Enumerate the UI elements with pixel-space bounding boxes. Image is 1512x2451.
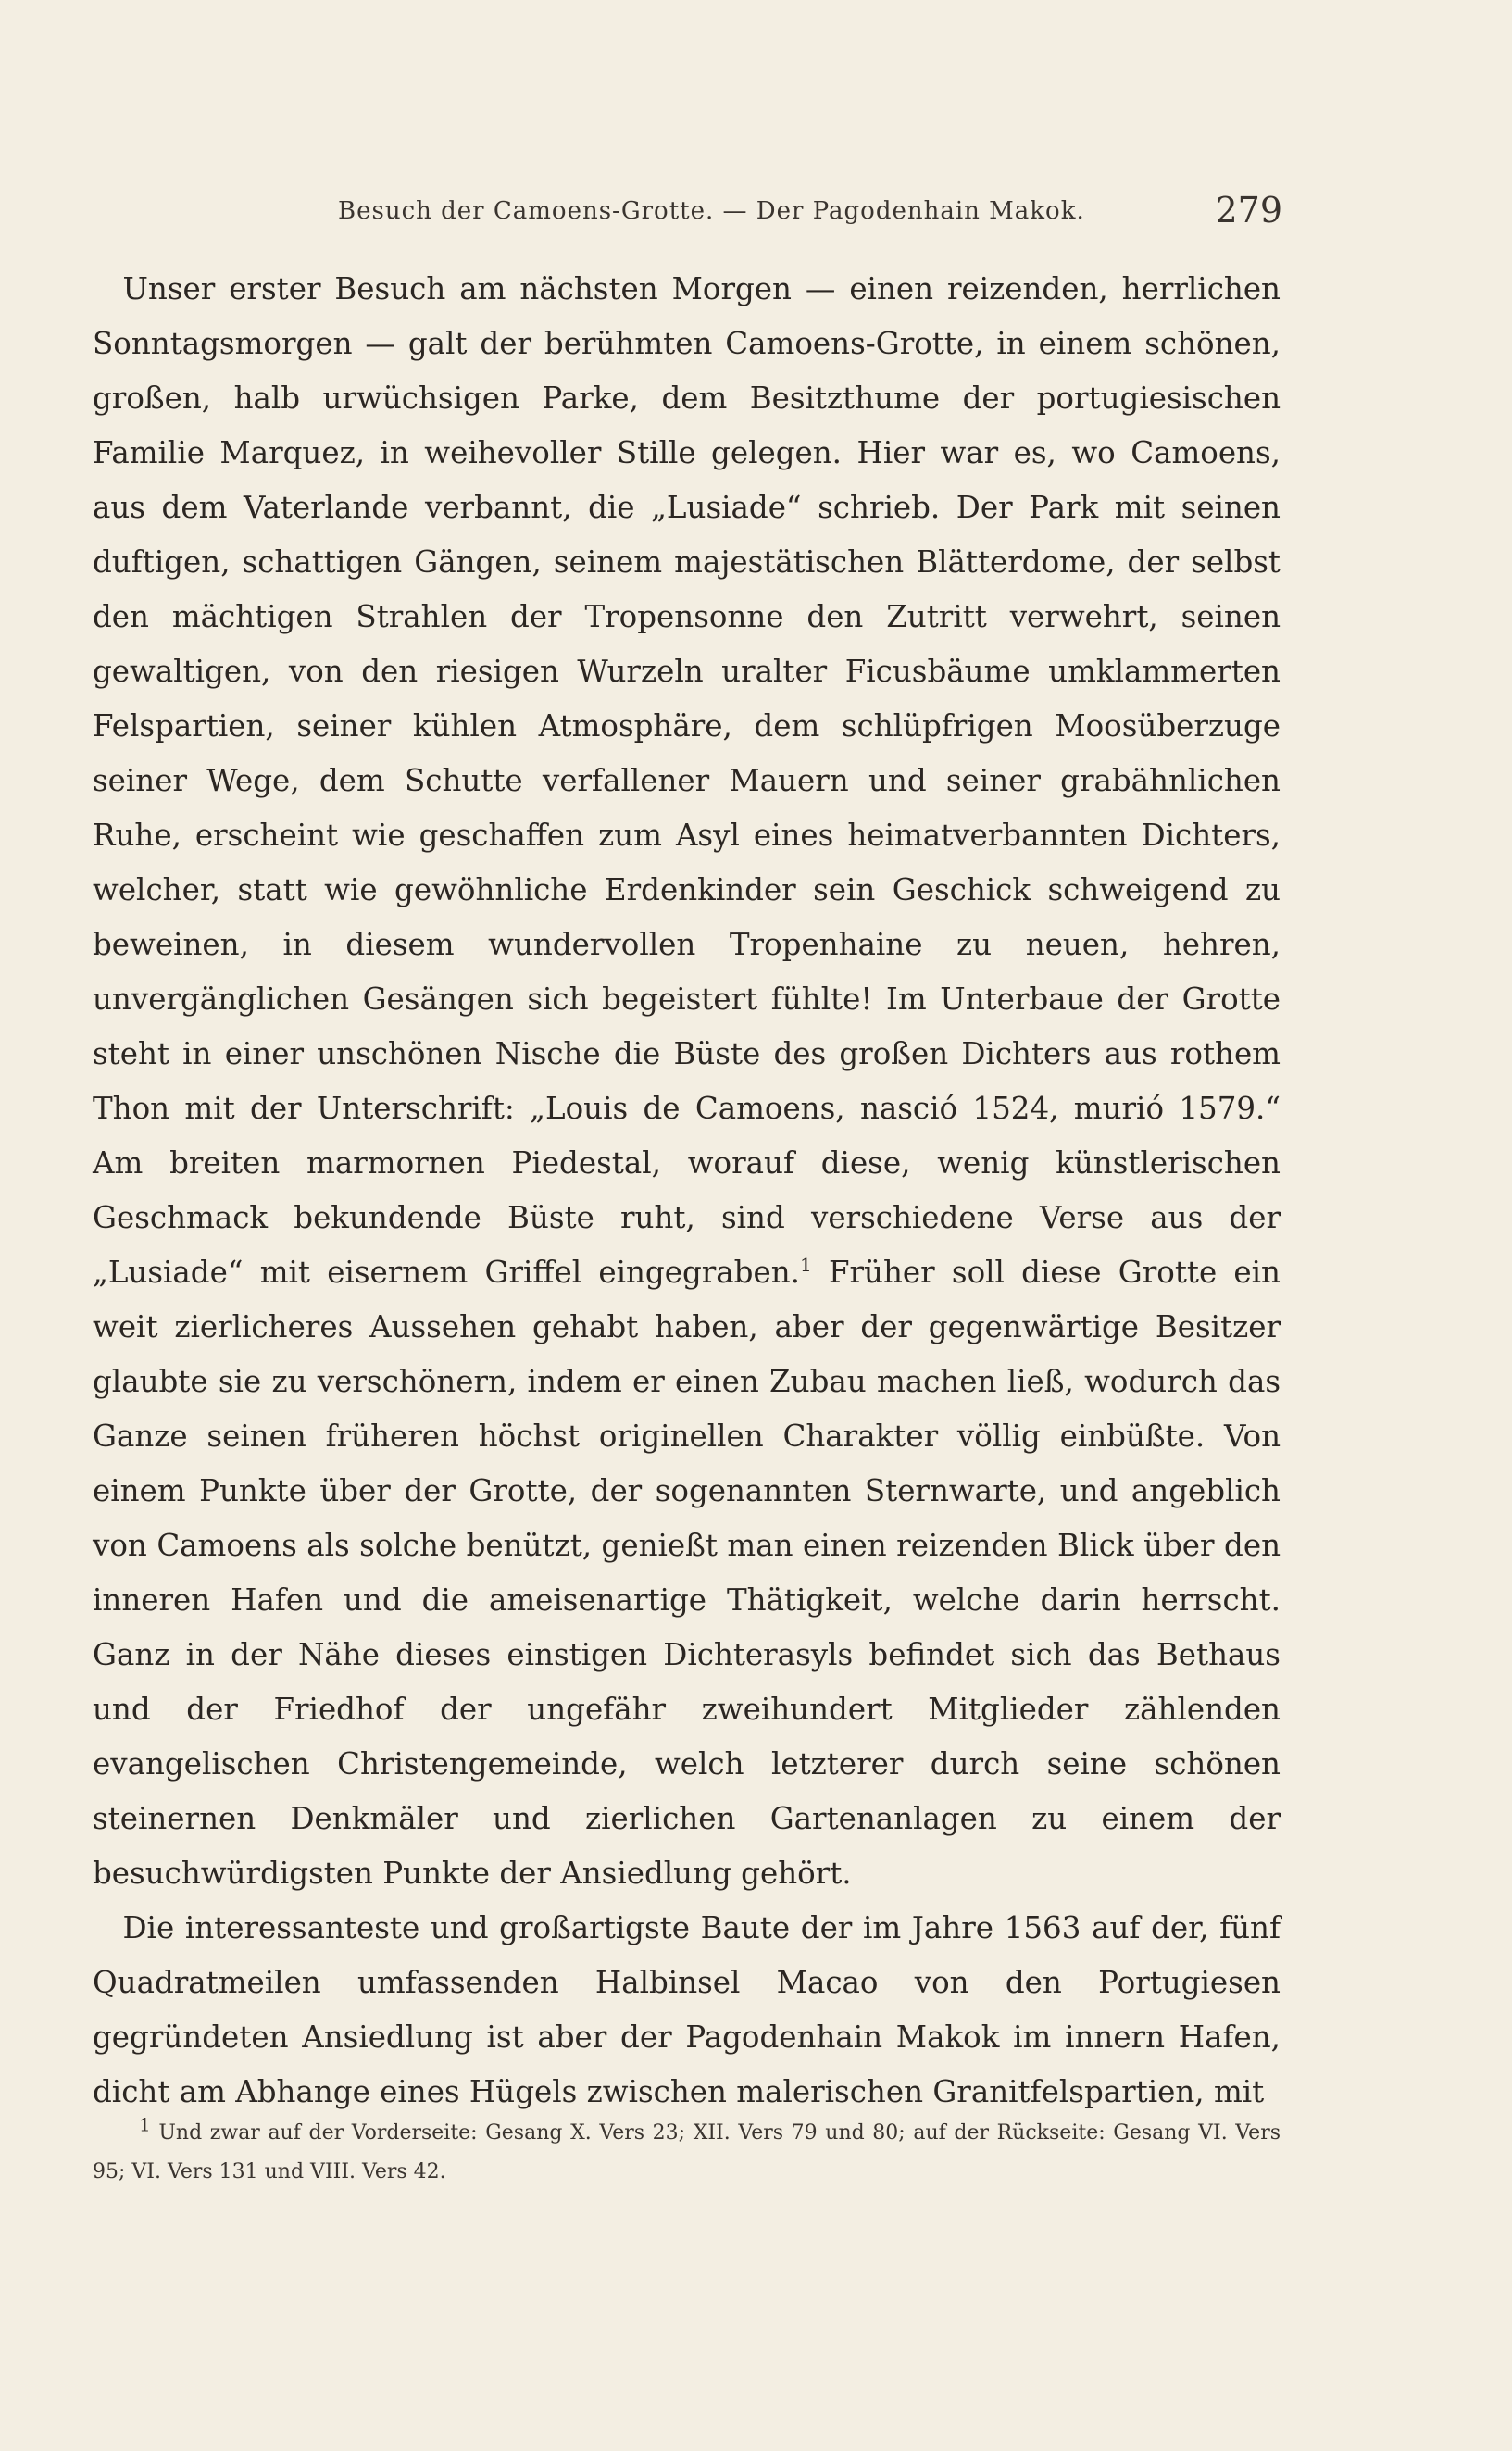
paragraph-1-text: Unser erster Besuch am nächsten Morgen — einen reizenden, herrlichen Sonntagsmorgen — galt der berühmten Camoens-Grotte, in einem schönen, großen, halb urwüchsigen Parke, dem Besitzthume der portugiesischen Familie Marquez, in weihevoller Stille gelegen. Hier war es, wo Camoens, aus dem Vaterlande verbannt, die „Lusiade“ schrieb. Der Park mit seinen duftigen, schattigen Gängen, seinem majestätischen Blätterdome, der selbst den mächtigen Strahlen der Tropensonne den Zutritt verwehrt, seinen gewaltigen, von den riesigen Wurzeln uralter Ficusbäume umklammerten Felspartien, seiner kühlen Atmosphäre, dem schlüpfrigen Moosüberzuge seiner Wege, dem Schutte verfallener Mauern und seiner grabähnlichen Ruhe, erscheint wie geschaffen zum Asyl eines heimatverbannten Dichters, welcher, statt wie gewöhnliche Erdenkinder sein Geschick schweigend zu beweinen, in diesem wundervollen Tropenhaine zu neuen, hehren, unvergänglichen Gesängen sich begeistert fühlte! Im Unterbaue der Grotte steht in einer unschönen Nische die Büste des großen Dichters aus rothem Thon mit der Unterschrift: „Louis de Camoens, nasció 1524, murió 1579.“ Am breiten marmornen Piedestal, worauf diese, wenig künstlerischen Geschmack bekundende Büste ruht, sind verschiedene Verse aus der „Lusiade“ mit eisernem Griffel eingegraben. (93, 271, 1281, 1290)
footnote-text: Und zwar auf der Vorderseite: Gesang X. Vers 23; XII. Vers 79 und 80; auf der Rückseite: Gesang VI. Vers 95; VI. Vers 131 und VIII. Vers 42. (93, 2121, 1281, 2183)
page-number: 279 (1215, 190, 1282, 231)
footnote-1 (93, 2114, 1281, 2192)
paragraph-1-continuation: Früher soll diese Grotte ein weit zierlicheres Aussehen gehabt haben, aber der gegenwärtige Besitzer glaubte sie zu verschönern, indem er einen Zubau machen ließ, wodurch das Ganze seinen früheren höchst originellen Charakter völlig einbüßte. Von einem Punkte über der Grotte, der sogenannten Sternwarte, und angeblich von Camoens als solche benützt, genießt man einen reizenden Blick über den inneren Hafen und die ameisenartige Thätigkeit, welche darin herrscht. Ganz in der Nähe dieses einstigen Dichterasyls befindet sich das Bethaus und der Friedhof der ungefähr zweihundert Mitglieder zählenden evangelischen Christengemeinde, welch letzterer durch seine schönen steinernen Denkmäler und zierlichen Gartenanlagen zu einem der besuchwürdigsten Punkte der Ansiedlung gehört. (93, 1255, 1281, 1891)
footnotes (93, 2114, 1281, 2192)
paragraph-2: Die interessanteste und großartigste Baute der im Jahre 1563 auf der, fünf Quadratmeilen umfassenden Halbinsel Macao von den Portugiesen gegründeten Ansiedlung ist aber der Pagodenhain Makok im innern Hafen, dicht am Abhange eines Hügels zwischen malerischen Granitfelspartien, mit (93, 1910, 1281, 2109)
running-title: Besuch der Camoens-Grotte. — Der Pagodenhain Makok. (338, 197, 1085, 225)
body-text (93, 262, 1281, 2120)
footnote-mark: 1 (139, 2113, 151, 2136)
footnote-reference: 1 (799, 1254, 812, 1277)
paragraph-1 (93, 262, 1281, 1901)
running-head (181, 190, 1282, 245)
